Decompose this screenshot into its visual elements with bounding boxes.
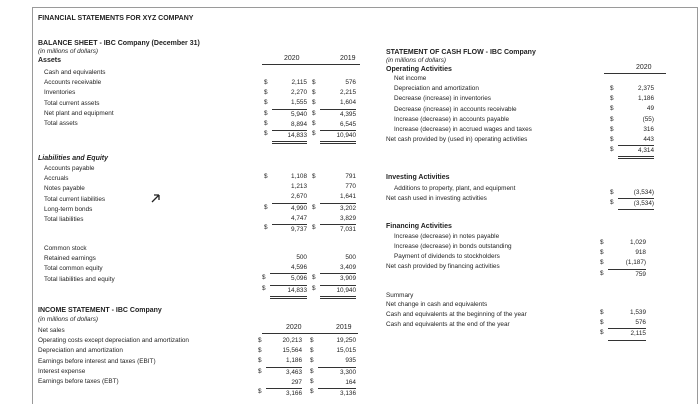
currency-sign: $: [262, 274, 266, 282]
cell-value: 1,186: [266, 356, 302, 367]
financing-label: Increase (decrease) in notes payable: [394, 233, 500, 240]
cell-value: 3,166: [286, 389, 302, 397]
is-year-2020: 2020: [286, 324, 302, 331]
cell-value: 3,909: [320, 274, 356, 285]
cell-value: 19,250: [336, 337, 356, 344]
cell-value: 9,737: [291, 225, 307, 233]
cell-value: 297: [266, 378, 302, 389]
currency-sign: $: [258, 367, 262, 375]
cell-value: 500: [296, 254, 307, 261]
balance-sheet-units: (in millions of dollars): [38, 48, 99, 55]
bs-year-2019: 2019: [340, 55, 356, 62]
asset-d2-col: [312, 78, 320, 139]
operating-label: Decrease (increase) in inventories: [394, 95, 491, 103]
currency-sign: $: [310, 377, 314, 385]
asset-label: Net plant and equipment: [44, 109, 114, 117]
cell-value: 443: [618, 135, 654, 146]
cell-value: 5,096: [270, 274, 307, 285]
is-d1-col: [258, 336, 266, 397]
cell-value: 576: [608, 318, 646, 329]
liabilities-header: Liabilities and Equity: [38, 155, 109, 162]
cell-value: 918: [635, 249, 646, 257]
inv-v-col: [618, 188, 654, 210]
currency-sign: $: [264, 203, 268, 211]
investing-header: Investing Activities: [386, 174, 450, 181]
liab-v2-col: [320, 172, 356, 235]
liability-label: Accruals: [44, 175, 69, 183]
summary-header: Summary: [386, 292, 414, 299]
cell-value: 5,940: [291, 110, 307, 118]
cell-value: 1,641: [320, 192, 356, 203]
summary-labels: [386, 300, 527, 331]
income-statement-title: INCOME STATEMENT - IBC Company: [38, 307, 162, 314]
operating-header: Operating Activities: [386, 66, 452, 73]
cell-value: (3,534): [618, 199, 654, 210]
liab-d1-col: [264, 172, 272, 233]
currency-sign: $: [258, 387, 262, 395]
currency-sign: $: [258, 357, 262, 365]
cell-value: 8,894: [272, 120, 307, 131]
operating-label: Increase (decrease) in accrued wages and taxes: [394, 125, 532, 133]
currency-sign: $: [312, 79, 316, 86]
cf-header-rule: [604, 73, 666, 74]
assets-header: Assets: [38, 57, 61, 64]
operating-labels: [394, 74, 532, 135]
cell-value: 2,670: [272, 192, 307, 203]
currency-sign: $: [264, 129, 268, 137]
cell-value: 6,545: [320, 120, 356, 131]
asset-v1-col: [272, 78, 307, 144]
cell-value: 49: [646, 105, 654, 113]
asset-label: Total assets: [44, 119, 78, 127]
currency-sign: [264, 192, 272, 202]
currency-sign: $: [310, 357, 314, 365]
liability-label: Accounts payable: [44, 165, 95, 172]
cell-value: 1,108: [291, 173, 307, 180]
summary-label: Cash and equivalents at the beginning of the year: [386, 311, 527, 319]
cell-value: (3,534): [618, 188, 654, 199]
income-statement-units: (in millions of dollars): [38, 316, 99, 323]
liability-label: Long-term bonds: [44, 205, 93, 213]
cell-value: 4,747: [272, 214, 307, 225]
sum-d-col: [600, 308, 608, 339]
equity-labels: [44, 244, 115, 285]
currency-sign: $: [610, 199, 614, 207]
currency-sign: $: [610, 125, 614, 133]
currency-sign: $: [312, 274, 316, 282]
operating-label: Increase (decrease) in accounts payable: [394, 115, 510, 123]
cell-value: 2,115: [608, 329, 646, 340]
currency-sign: $: [264, 89, 268, 97]
equity-label: Total liabilities and equity: [44, 275, 115, 283]
income-label: Depreciation and amortization: [38, 347, 123, 355]
operating-total-label: Net cash provided by (used in) operating activities: [386, 136, 528, 143]
equity-v1-col: [270, 253, 307, 299]
currency-sign: $: [600, 329, 604, 337]
fin-v-col: [608, 238, 646, 280]
currency-sign: $: [312, 203, 316, 211]
is-v2-col: [318, 336, 356, 399]
cell-value: 4,596: [270, 263, 307, 274]
is-header-rule: [262, 333, 358, 334]
bs-header-rule: [262, 64, 360, 65]
is-d2-col: [310, 336, 318, 397]
cell-value: 1,213: [291, 183, 307, 191]
cash-flow-units: (in millions of dollars): [386, 57, 447, 64]
cell-value: 500: [345, 254, 356, 261]
financing-label: Payment of dividends to stockholders: [394, 253, 500, 261]
cell-value: 4,990: [291, 204, 307, 212]
cell-value: 4,314: [618, 146, 654, 159]
cell-value: 15,564: [282, 347, 302, 355]
income-label: Interest expense: [38, 367, 86, 375]
asset-label: Inventories: [44, 89, 76, 97]
cell-value: 3,829: [320, 214, 356, 225]
equity-label: Total common equity: [44, 265, 103, 273]
currency-sign: $: [600, 259, 604, 267]
equity-v2-col: [320, 253, 356, 299]
operating-label: Decrease (increase) in accounts receivable: [394, 105, 517, 113]
income-labels: [38, 326, 189, 387]
cell-value: (55): [642, 115, 654, 123]
equity-label: Common stock: [44, 245, 87, 252]
currency-sign: $: [312, 284, 316, 292]
cell-value: 791: [345, 173, 356, 180]
cell-value: 3,300: [340, 368, 356, 376]
currency-sign: $: [264, 99, 268, 107]
cell-value: 576: [345, 79, 356, 86]
currency-sign: $: [600, 319, 604, 327]
cell-value: 7,031: [340, 225, 356, 233]
cf-year-2020: 2020: [636, 64, 652, 71]
cell-value: 3,136: [340, 389, 356, 397]
cash-flow-title: STATEMENT OF CASH FLOW - IBC Company: [386, 49, 536, 56]
cell-value: 1,186: [638, 95, 654, 103]
cell-value: 4,395: [340, 110, 356, 118]
currency-sign: $: [610, 85, 614, 92]
cursor-icon: [151, 194, 160, 203]
liability-labels: [44, 164, 105, 225]
currency-sign: $: [610, 105, 614, 113]
fin-d-col: [600, 238, 608, 279]
currency-sign: $: [610, 135, 614, 143]
balance-sheet-title: BALANCE SHEET - IBC Company (December 31): [38, 40, 200, 47]
currency-sign: $: [312, 173, 316, 180]
cell-value: 3,409: [320, 263, 356, 274]
currency-sign: $: [312, 99, 316, 107]
currency-sign: [312, 263, 320, 273]
cell-value: 164: [318, 378, 356, 389]
asset-label: Accounts receivable: [44, 79, 102, 87]
cell-value: 2,115: [291, 79, 307, 86]
page-title: FINANCIAL STATEMENTS FOR XYZ COMPANY: [38, 15, 194, 22]
currency-sign: [262, 263, 270, 273]
currency-sign: $: [312, 119, 316, 127]
currency-sign: $: [262, 284, 266, 292]
sum-v-col: [608, 308, 646, 341]
cell-value: 15,015: [336, 347, 356, 355]
asset-d1-col: [264, 78, 272, 139]
currency-sign: $: [610, 115, 614, 123]
currency-sign: $: [310, 367, 314, 375]
investing-label: Additions to property, plant, and equipment: [394, 185, 516, 192]
currency-sign: [312, 192, 320, 202]
cell-value: 14,833: [272, 131, 307, 144]
is-year-2019: 2019: [336, 324, 352, 331]
currency-sign: $: [258, 337, 262, 344]
currency-sign: [312, 213, 320, 223]
cell-value: 2,375: [638, 85, 654, 92]
currency-sign: $: [310, 387, 314, 395]
financing-label: Increase (decrease) in bonds outstanding: [394, 243, 512, 251]
inv-d-col: [610, 188, 618, 208]
is-v1-col: [266, 336, 302, 399]
cell-value: 1,604: [320, 98, 356, 109]
currency-sign: [264, 213, 272, 223]
cell-value: 2,215: [340, 89, 356, 97]
liab-d2-col: [312, 172, 320, 233]
investing-total-label: Net cash used in investing activities: [386, 195, 487, 202]
cell-value: 3,463: [286, 368, 302, 376]
summary-label: Net change in cash and equivalents: [386, 301, 488, 308]
currency-sign: $: [310, 337, 314, 344]
currency-sign: $: [264, 109, 268, 117]
currency-sign: $: [312, 109, 316, 117]
liability-label: Notes payable: [44, 185, 85, 193]
asset-label: Total current assets: [44, 99, 100, 107]
cell-value: 1,539: [630, 309, 646, 316]
currency-sign: $: [258, 347, 262, 355]
currency-sign: [264, 182, 272, 192]
currency-sign: [262, 253, 270, 263]
currency-sign: $: [312, 223, 316, 231]
equity-d2-col: [312, 253, 320, 294]
currency-sign: $: [600, 239, 604, 246]
liab-v1-col: [272, 172, 307, 235]
cell-value: 935: [318, 356, 356, 367]
currency-sign: [312, 182, 320, 192]
bs-year-2020: 2020: [284, 55, 300, 62]
cell-value: (1,187): [608, 258, 646, 269]
currency-sign: $: [312, 129, 316, 137]
cell-value: 1,029: [630, 239, 646, 246]
currency-sign: $: [600, 309, 604, 316]
currency-sign: $: [264, 173, 268, 180]
currency-sign: $: [310, 347, 314, 355]
currency-sign: $: [600, 249, 604, 257]
income-label: Operating costs except depreciation and amortization: [38, 337, 189, 345]
summary-label: Cash and equivalents at the end of the year: [386, 321, 510, 329]
cell-value: 2,270: [291, 89, 307, 97]
operating-label: Net income: [394, 75, 427, 82]
cell-value: 20,213: [282, 337, 302, 344]
cell-value: 14,833: [270, 286, 307, 299]
cell-value: 1,555: [272, 98, 307, 109]
financing-labels: [394, 232, 512, 263]
financing-total-label: Net cash provided by financing activities: [386, 263, 500, 270]
currency-sign: $: [264, 119, 268, 127]
currency-sign: $: [610, 189, 614, 196]
liability-label: Total current liabilities: [44, 195, 106, 203]
cell-value: 316: [643, 125, 654, 133]
cell-value: 759: [635, 270, 646, 278]
asset-v2-col: [320, 78, 356, 144]
liability-label: Total liabilities: [44, 215, 84, 223]
op-d-col: [610, 84, 618, 155]
income-label: Earnings before taxes (EBT): [38, 377, 119, 385]
income-label: Earnings before interest and taxes (EBIT): [38, 357, 156, 365]
currency-sign: $: [610, 146, 614, 154]
cell-value: 770: [345, 183, 356, 191]
currency-sign: $: [264, 79, 268, 86]
asset-label: Cash and equivalents: [44, 69, 106, 76]
currency-sign: $: [600, 269, 604, 277]
cell-value: 10,940: [320, 286, 356, 299]
income-label: Net sales: [38, 327, 65, 334]
currency-sign: [312, 253, 320, 263]
equity-d1-col: [262, 253, 270, 294]
equity-label: Retained earnings: [44, 255, 96, 263]
cell-value: 3,202: [340, 204, 356, 212]
cell-value: 10,940: [320, 131, 356, 144]
asset-labels: [44, 68, 114, 129]
currency-sign: $: [312, 89, 316, 97]
financing-header: Financing Activities: [386, 223, 452, 230]
operating-label: Depreciation and amortization: [394, 85, 479, 93]
currency-sign: $: [264, 223, 268, 231]
currency-sign: $: [610, 95, 614, 103]
op-v-col: [618, 84, 654, 159]
currency-sign: [258, 377, 266, 387]
